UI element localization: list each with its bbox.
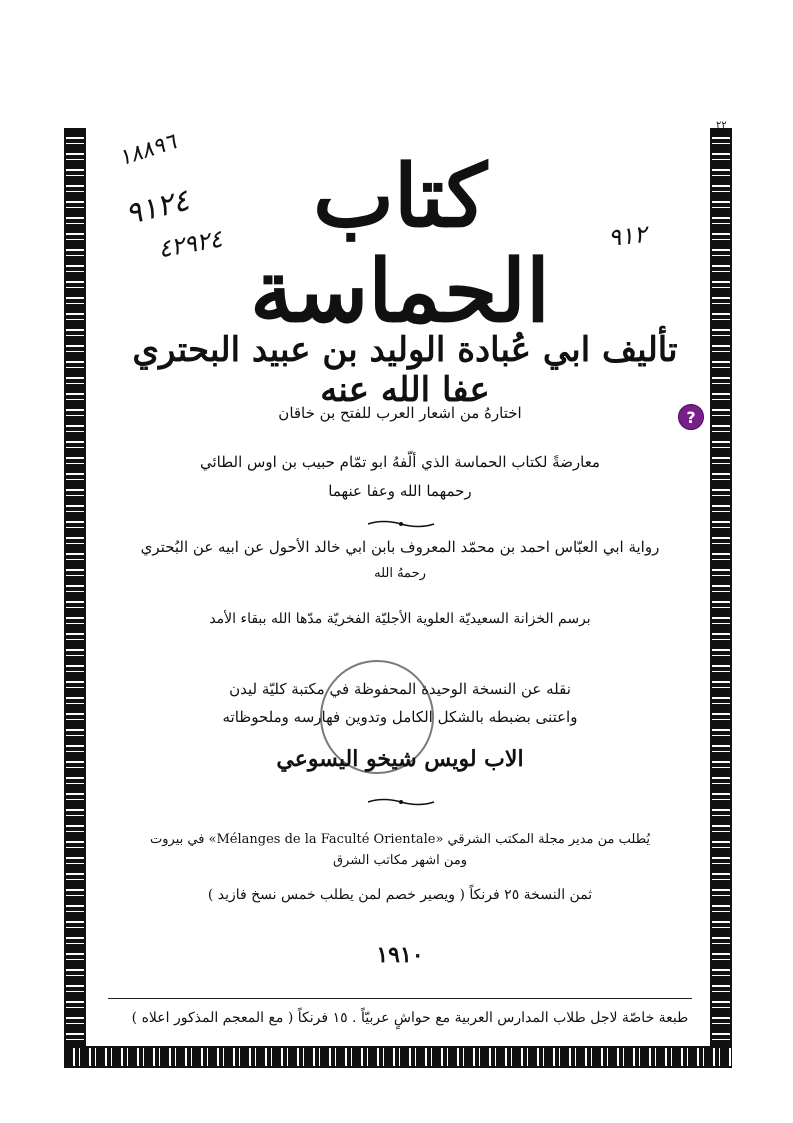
publisher-line: يُطلب من مدير مجلة المكتب الشرقي «Mélanges de la Faculté Orientale» في بيروت [150,832,650,847]
ornament-divider [366,792,436,802]
handwritten-note: ٤٢٩٢٤ [156,224,225,264]
publication-year: ١٩١٠ [376,942,424,968]
decorative-border-bottom [64,1046,732,1068]
subtitle-line: رحمهما الله وعفا عنهما [328,482,472,500]
riwaya-line: رحمهُ الله [374,566,426,581]
footer-rule [108,998,692,999]
handwritten-note: ٩١٢٤ [121,182,193,233]
riwaya-line: رواية ابي العبّاس احمد بن محمّد المعروف بابن ابي خالد الأحول عن ابيه عن البُحتري [140,538,660,556]
handwritten-note: ١٨٨٩٦ [115,129,180,172]
dedication-line: برسم الخزانة السعيديّة العلوية الأجليّة الفخريّة مدّها الله ببقاء الأمد [209,611,591,627]
ornament-divider [366,514,436,524]
book-title: كتاب الحماسة [250,146,550,342]
footer-note: طبعة خاصّة لاجل طلاب المدارس العربية مع حواشٍ عربيّاً . ١٥ فرنكاً ( مع المعجم المذكور اعلاه ) [131,1010,689,1026]
subtitle-line: اختارهُ من اشعار العرب للفتح بن خاقان [278,404,522,422]
handwritten-note: ٩١٢ [606,220,649,252]
corner-mark: ٢٢ [716,120,727,131]
source-line: واعتنى بضبطه بالشكل الكامل وتدوين فهارسه وملحوظاته [222,708,578,726]
question-mark-icon: ? [686,407,696,427]
source-line: نقله عن النسخة الوحيدة المحفوظة في مكتبة كليّة ليدن [229,680,571,698]
price-line: ثمن النسخة ٢٥ فرنكاً ( ويصير خصم لمن يطلب خمس نسخ فازيد ) [207,887,593,903]
author-line: تأليف ابي عُبادة الوليد بن عبيد البحتري عفا الله عنه [132,330,678,410]
publisher-line: ومن اشهر مكاتب الشرق [332,853,468,868]
decorative-border-right [710,128,732,1066]
subtitle-line: معارضةً لكتاب الحماسة الذي ألّفهُ ابو تمّام حبيب بن اوس الطائي [199,453,601,471]
decorative-border-left [64,128,86,1066]
editor-name: الاب لويس شيخو اليسوعي [276,746,524,772]
help-button[interactable] [678,404,704,430]
